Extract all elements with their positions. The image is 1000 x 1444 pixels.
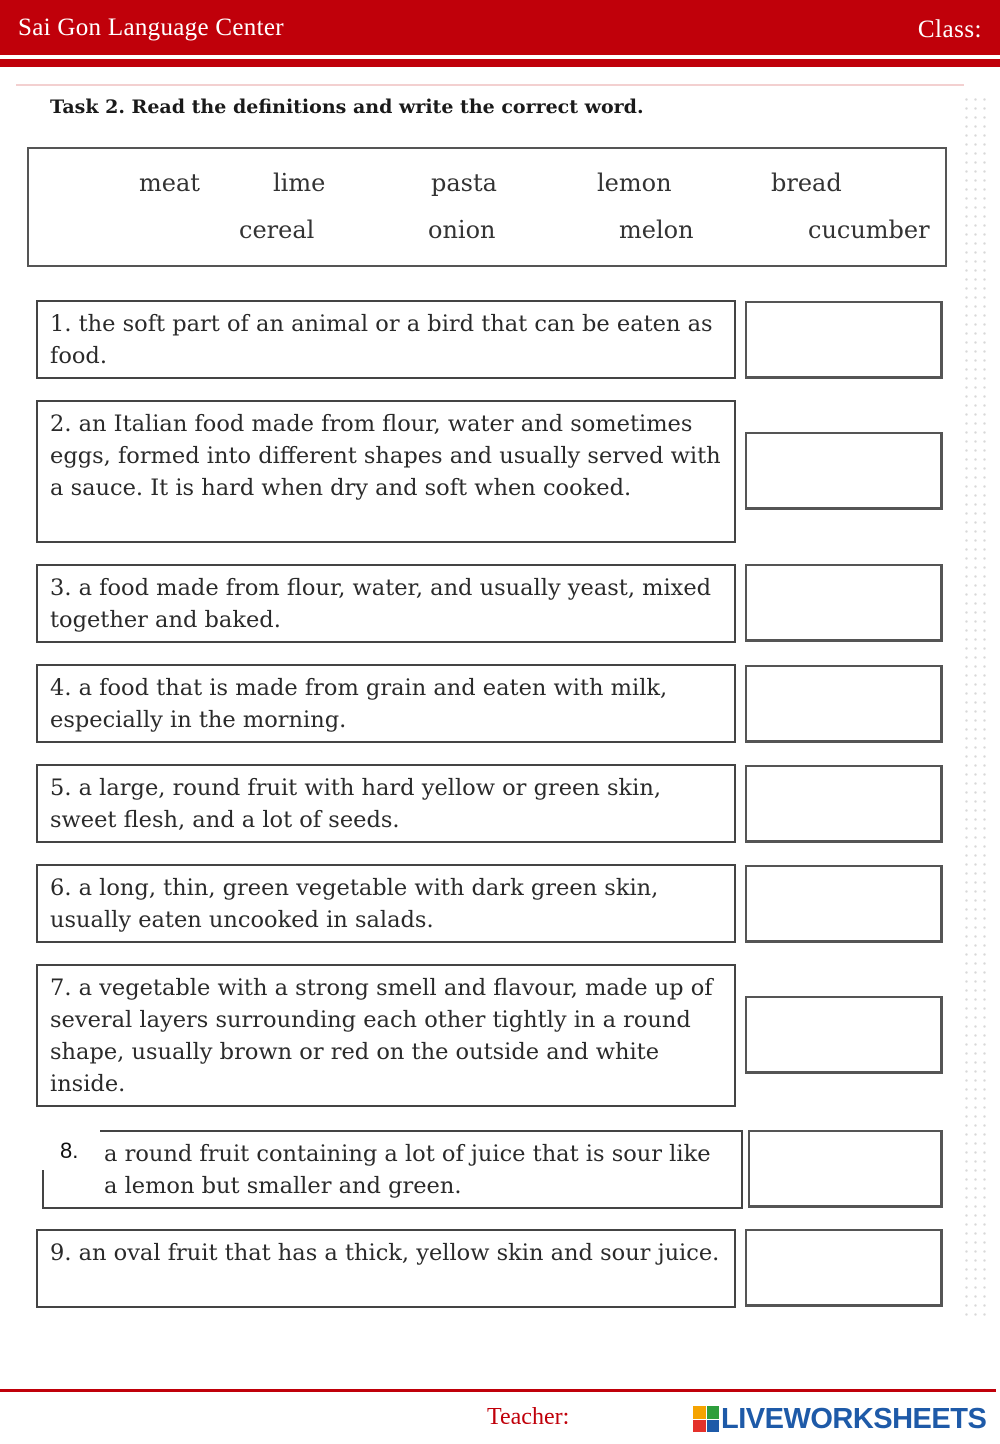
definition-6: 6. a long, thin, green vegetable with dark green skin, usually eaten uncooked in salads.: [36, 864, 736, 943]
center-name: Sai Gon Language Center: [18, 14, 284, 41]
definition-9: 9. an oval fruit that has a thick, yellow skin and sour juice.: [36, 1229, 736, 1308]
teacher-label: Teacher:: [487, 1404, 570, 1430]
definition-4: 4. a food that is made from grain and eaten with milk, especially in the morning.: [36, 664, 736, 743]
word-bank: [27, 147, 947, 267]
footer-divider: [0, 1389, 996, 1392]
answer-box-9[interactable]: [745, 1229, 943, 1307]
answer-box-1[interactable]: [745, 301, 943, 379]
header-bar: [0, 0, 1000, 55]
definition-8: [42, 1130, 743, 1209]
answer-box-7[interactable]: [745, 996, 943, 1074]
word-bank-item: cereal: [239, 216, 315, 244]
task-title: Task 2. Read the definitions and write the correct word.: [50, 96, 644, 118]
header-divider: [0, 59, 1000, 67]
answer-box-3[interactable]: [745, 564, 943, 642]
answer-box-8[interactable]: [748, 1130, 943, 1208]
word-bank-item: bread: [771, 169, 842, 197]
dot-grid-decoration: [962, 95, 992, 1320]
answer-box-2[interactable]: [745, 432, 943, 510]
answer-box-4[interactable]: [745, 665, 943, 743]
word-bank-item: lime: [273, 169, 326, 197]
word-bank-item: melon: [619, 216, 694, 244]
definition-2: 2. an Italian food made from flour, water and sometimes eggs, formed into different shapes and usually served with a sauce. It is hard when dry and soft when cooked.: [36, 400, 736, 543]
liveworksheets-brand: LIVEWORKSHEETS: [721, 1402, 987, 1435]
definition-8-number: 8.: [42, 1130, 100, 1170]
answer-box-5[interactable]: [745, 765, 943, 843]
liveworksheets-logo-icon: [693, 1406, 719, 1432]
definition-1: 1. the soft part of an animal or a bird that can be eaten as food.: [36, 300, 736, 379]
pink-divider: [16, 84, 964, 86]
liveworksheets-logo: [693, 1404, 986, 1434]
definition-3: 3. a food made from flour, water, and usually yeast, mixed together and baked.: [36, 564, 736, 643]
definition-8-text: a round fruit containing a lot of juice that is sour like a lemon but smaller and green.: [104, 1141, 711, 1199]
word-bank-item: pasta: [431, 169, 497, 197]
word-bank-item: onion: [428, 216, 496, 244]
word-bank-item: lemon: [597, 169, 672, 197]
definition-7: 7. a vegetable with a strong smell and flavour, made up of several layers surrounding each other tightly in a round shape, usually brown or red on the outside and white inside.: [36, 964, 736, 1107]
answer-box-6[interactable]: [745, 865, 943, 943]
word-bank-item: cucumber: [808, 216, 930, 244]
class-label: Class:: [917, 16, 982, 43]
word-bank-item: meat: [139, 169, 200, 197]
definition-5: 5. a large, round fruit with hard yellow or green skin, sweet flesh, and a lot of seeds.: [36, 764, 736, 843]
